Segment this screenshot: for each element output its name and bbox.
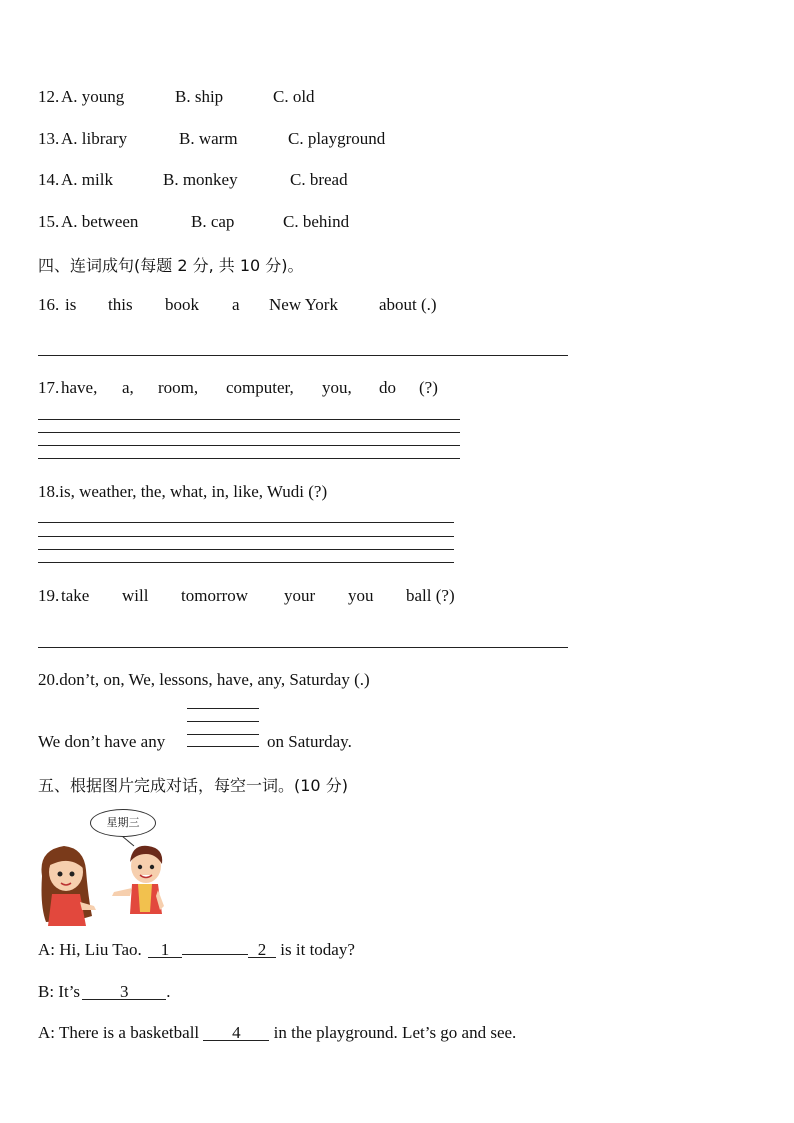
word: take: [61, 586, 90, 605]
dialog-prefix: B: It’s: [38, 982, 81, 1001]
answer-line[interactable]: [38, 419, 460, 420]
answer-blank-line[interactable]: [187, 708, 259, 709]
sentence-suffix: on Saturday.: [267, 732, 352, 751]
answer-blank-3[interactable]: 3: [82, 984, 166, 1000]
option-a: A. between: [61, 212, 139, 231]
answer-line[interactable]: [38, 549, 454, 550]
option-c: C. bread: [290, 170, 348, 189]
question-number: 13.: [38, 129, 60, 148]
word: a,: [122, 378, 134, 397]
word: room,: [158, 378, 199, 397]
question-number: 15.: [38, 212, 60, 231]
question-number: 14.: [38, 170, 60, 189]
word: book: [165, 295, 199, 314]
word: is: [65, 295, 77, 314]
option-b: B. ship: [175, 87, 224, 106]
girl-figure: [41, 846, 96, 926]
option-b: B. warm: [179, 129, 238, 148]
option-c: C. behind: [283, 212, 350, 231]
dialog-suffix: in the playground. Let’s go and see.: [273, 1023, 517, 1042]
dialog-suffix: .: [166, 982, 171, 1001]
dialog-line-2: [38, 982, 171, 1002]
option-a: A. young: [61, 87, 125, 106]
word: New York: [269, 295, 338, 314]
word: a: [232, 295, 240, 314]
answer-line[interactable]: [38, 445, 460, 446]
option-a: A. library: [61, 129, 128, 148]
answer-blank-line[interactable]: [187, 734, 259, 735]
answer-blank-2[interactable]: 2: [248, 942, 276, 958]
question-number: 16.: [38, 295, 60, 314]
word: have,: [61, 378, 98, 397]
answer-line[interactable]: [38, 647, 568, 648]
answer-line[interactable]: [38, 432, 460, 433]
word: you,: [322, 378, 352, 397]
word: will: [122, 586, 149, 605]
option-b: B. monkey: [163, 170, 238, 189]
answer-blank-line[interactable]: [187, 721, 259, 722]
section-5-heading: 五、根据图片完成对话，每空一词。(10 分): [38, 776, 348, 795]
answer-line[interactable]: [38, 355, 568, 356]
question-20: 20.don’t, on, We, lessons, have, any, Saturday (.): [38, 670, 370, 689]
dialog-suffix: is it today?: [280, 940, 355, 959]
answer-blank-line[interactable]: [187, 746, 259, 747]
option-b: B. cap: [191, 212, 235, 231]
option-a: A. milk: [61, 170, 113, 189]
answer-blank-4[interactable]: 4: [203, 1025, 269, 1041]
word: about (.): [379, 295, 437, 314]
word: you: [348, 586, 374, 605]
word: your: [284, 586, 316, 605]
question-number: 17.: [38, 378, 60, 397]
dialog-prefix: A: There is a basketball: [38, 1023, 200, 1042]
word: do: [379, 378, 396, 397]
boy-figure: [112, 846, 164, 914]
speech-bubble: 星期三: [90, 809, 156, 837]
word: (?): [419, 378, 438, 397]
option-c: C. playground: [288, 129, 386, 148]
dialog-prefix: A: Hi, Liu Tao.: [38, 940, 142, 959]
dialog-line-1: [38, 940, 355, 960]
answer-line[interactable]: [38, 536, 454, 537]
dialog-line-3: [38, 1023, 516, 1043]
girl-and-boy-illustration: [34, 836, 174, 928]
answer-line[interactable]: [38, 562, 454, 563]
word: ball (?): [406, 586, 455, 605]
word: tomorrow: [181, 586, 249, 605]
answer-blank-1[interactable]: 1: [148, 942, 182, 958]
answer-blank-separator: [182, 954, 248, 955]
question-number: 19.: [38, 586, 60, 605]
word: this: [108, 295, 133, 314]
question-18: 18.is, weather, the, what, in, like, Wudi (?): [38, 482, 328, 501]
sentence-prefix: We don’t have any: [38, 732, 166, 751]
option-c: C. old: [273, 87, 315, 106]
answer-line[interactable]: [38, 458, 460, 459]
answer-line[interactable]: [38, 522, 454, 523]
word: computer,: [226, 378, 294, 397]
question-number: 12.: [38, 87, 60, 106]
section-4-heading: 四、连词成句(每题 2 分, 共 10 分)。: [38, 256, 304, 275]
